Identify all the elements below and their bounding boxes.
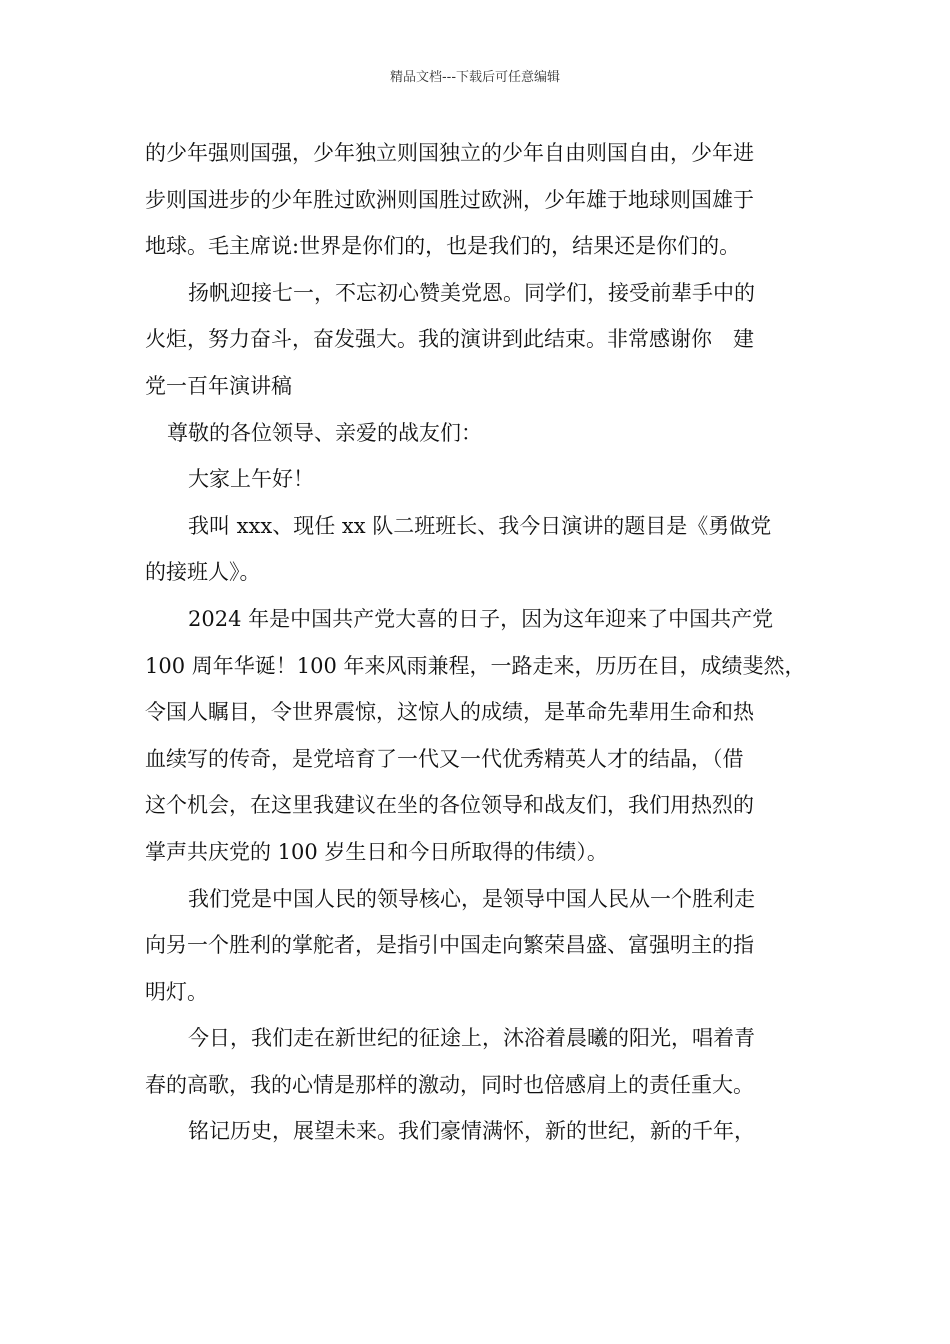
document-body [145, 130, 825, 1155]
text-line: 步则国进步的少年胜过欧洲则国胜过欧洲，少年雄于地球则国雄于 [145, 187, 754, 212]
greeting-line: 大家上午好！ [188, 467, 314, 492]
text-line: 春的高歌，我的心情是那样的激动，同时也倍感肩上的责任重大。 [145, 1072, 754, 1097]
text-line: 令国人瞩目，令世界震惊，这惊人的成绩，是革命先辈用生命和热 [145, 700, 754, 725]
text-line: 的少年强则国强，少年独立则国独立的少年自由则国自由，少年进 [145, 141, 754, 165]
page-header: 精品文档---下载后可任意编辑 [389, 70, 561, 85]
text-line: 我们党是中国人民的领导核心，是领导中国人民从一个胜利走 [188, 886, 755, 911]
text-line: 100 周年华诞！100 年来风雨兼程，一路走来，历历在目，成绩斐然， [145, 653, 806, 678]
salutation-line: 尊敬的各位领导、亲爱的战友们： [167, 420, 482, 445]
text-line: 向另一个胜利的掌舵者，是指引中国走向繁荣昌盛、富强明主的指 [145, 933, 754, 958]
text-line: 我叫 xxx、现任 xx 队二班班长、我今日演讲的题目是《勇做党 [188, 513, 772, 538]
text-line: 今日，我们走在新世纪的征途上，沐浴着晨曦的阳光，唱着青 [188, 1026, 755, 1051]
text-line: 掌声共庆党的 100 岁生日和今日所取得的伟绩）。 [145, 839, 608, 864]
text-line: 明灯。 [145, 979, 208, 1004]
text-line: 地球。毛主席说:世界是你们的，也是我们的，结果还是你们的。 [145, 234, 741, 259]
text-line: 扬帆迎接七一，不忘初心赞美党恩。同学们，接受前辈手中的 [188, 280, 755, 305]
text-line: 这个机会，在这里我建议在坐的各位领导和战友们，我们用热烈的 [145, 793, 754, 818]
text-line: 的接班人》。 [145, 560, 261, 585]
text-line: 2024 年是中国共产党大喜的日子，因为这年迎来了中国共产党 [188, 606, 774, 631]
text-line: 铭记历史，展望未来。我们豪情满怀，新的世纪，新的千年， [188, 1119, 755, 1144]
text-line: 党一百年演讲稿 [145, 373, 292, 398]
text-line: 血续写的传奇，是党培育了一代又一代优秀精英人才的结晶，（借 [145, 746, 744, 771]
text-line: 火炬，努力奋斗，奋发强大。我的演讲到此结束。非常感谢你 建 [145, 327, 754, 352]
